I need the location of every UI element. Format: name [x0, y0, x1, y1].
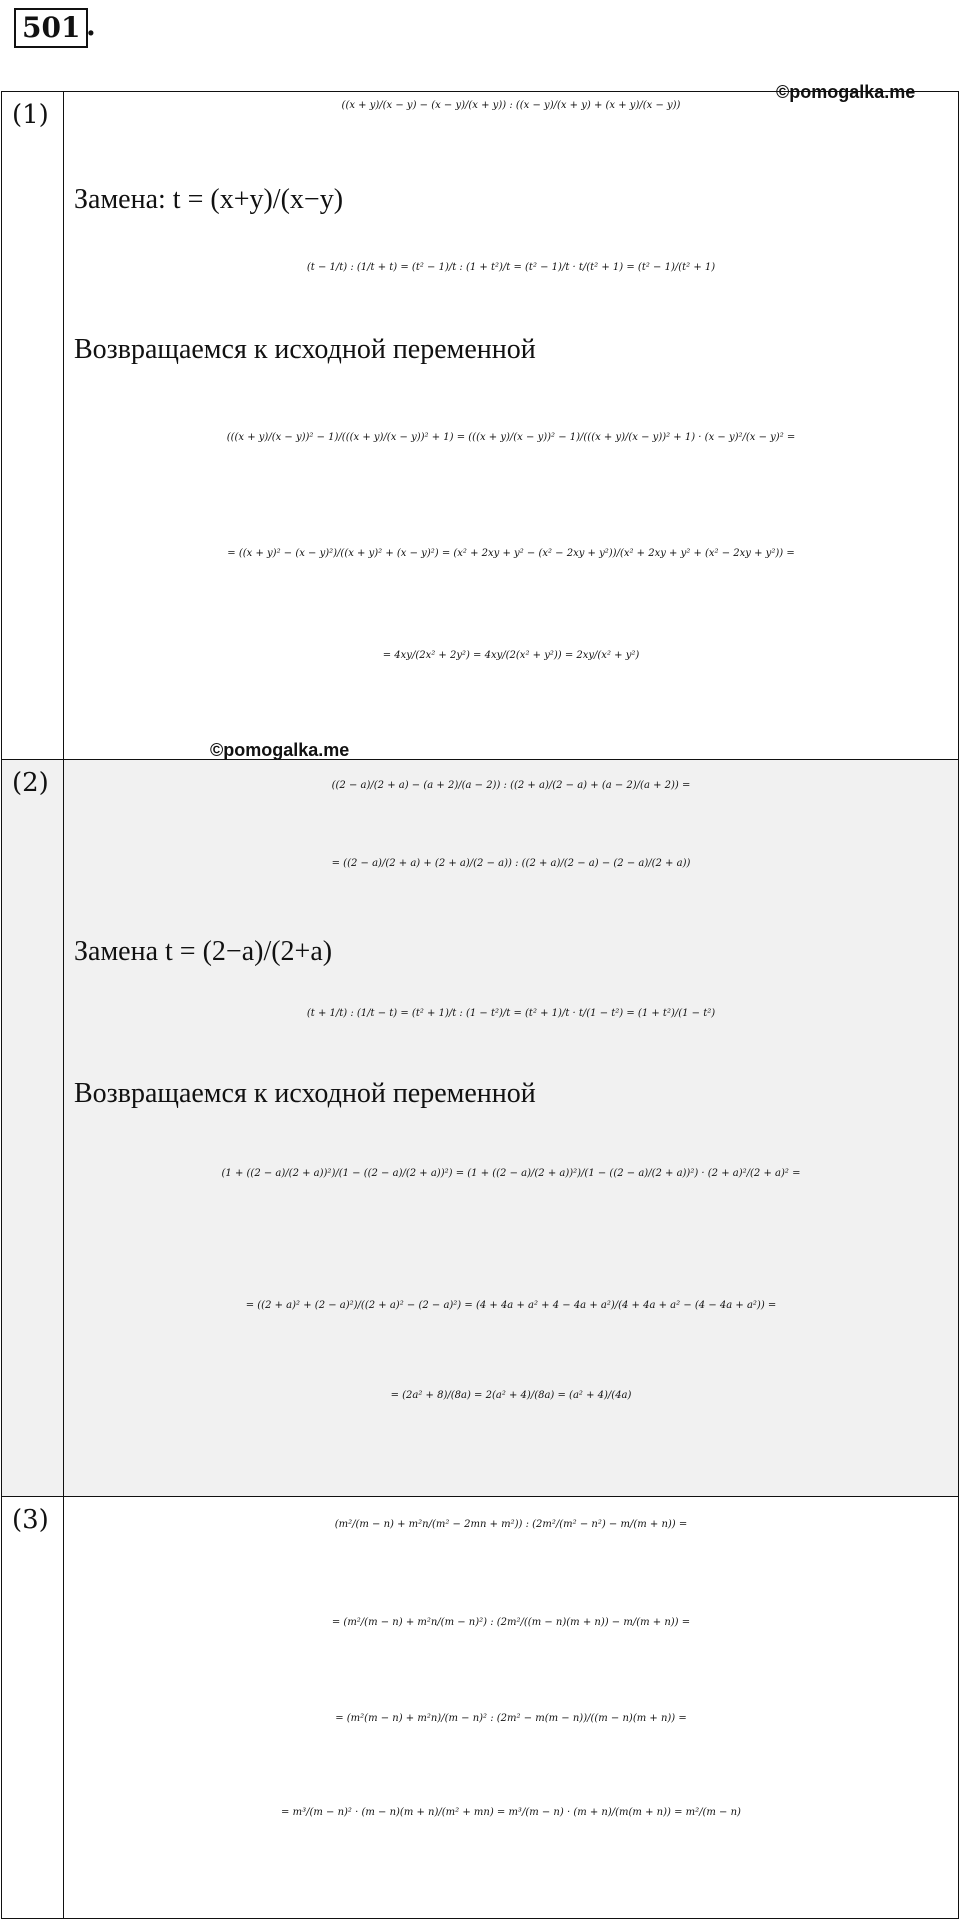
- text-line: Возвращаемся к исходной переменной: [74, 334, 536, 365]
- part-body: [64, 1497, 959, 1919]
- math-line: ((x + y)/(x − y) − (x − y)/(x + y)) : ((x − y)/(x + y) + (x + y)/(x − y)): [341, 100, 681, 111]
- math-line: = 4xy/(2x² + 2y²) = 4xy/(2(x² + y²)) = 2xy/(x² + y²): [382, 650, 640, 661]
- watermark: ©pomogalka.me: [210, 740, 350, 760]
- part-row: [2, 1497, 959, 1919]
- math-line: (t − 1/t) : (1/t + t) = (t² − 1)/t : (1 + t²)/t = (t² − 1)/t · t/(t² + 1) = (t² − 1)/(t² + 1): [306, 262, 716, 273]
- part-label: (2): [2, 760, 64, 1497]
- math-line: (((x + y)/(x − y))² − 1)/(((x + y)/(x − y))² + 1) = (((x + y)/(x − y))² − 1)/(((x + y)/(x − y))² + 1) · (x − y)²/(x − y)² =: [226, 432, 796, 443]
- part-label: (1): [2, 92, 64, 760]
- part-row: [2, 92, 959, 760]
- math-line: = ((2 + a)² + (2 − a)²)/((2 + a)² − (2 − a)²) = (4 + 4a + a² + 4 − 4a + a²)/(4 + 4a + a² − (4 − 4a + a²)) =: [245, 1300, 777, 1311]
- math-line: = ((2 − a)/(2 + a) + (2 + a)/(2 − a)) : ((2 + a)/(2 − a) − (2 − a)/(2 + a)): [331, 858, 691, 869]
- problem-number-dot: .: [86, 9, 96, 42]
- math-line: = ((x + y)² − (x − y)²)/((x + y)² + (x − y)²) = (x² + 2xy + y² − (x² − 2xy + y²))/(x² + 2xy + y² + (x² − 2xy + y²)) =: [227, 548, 795, 559]
- math-line: = (2a² + 8)/(8a) = 2(a² + 4)/(8a) = (a² + 4)/(4a): [390, 1390, 632, 1401]
- problem-number: 501: [14, 8, 88, 48]
- math-line: = (m²/(m − n) + m²n/(m − n)²) : (2m²/((m − n)(m + n)) − m/(m + n)) =: [331, 1617, 691, 1628]
- math-line: = m³/(m − n)² · (m − n)(m + n)/(m² + mn) = m³/(m − n) · (m + n)/(m(m + n)) = m²/(m − n): [281, 1807, 741, 1818]
- text-line: Замена t = (2−a)/(2+a): [74, 936, 333, 967]
- math-line: (m²/(m − n) + m²n/(m² − 2mn + m²)) : (2m²/(m² − n²) − m/(m + n)) =: [334, 1519, 688, 1530]
- part-body: [64, 760, 959, 1497]
- part-label: (3): [2, 1497, 64, 1919]
- solution-table: [1, 91, 959, 1919]
- math-line: = (m²(m − n) + m²n)/(m − n)² : (2m² − m(m − n))/((m − n)(m + n)) =: [335, 1713, 687, 1724]
- math-line: (t + 1/t) : (1/t − t) = (t² + 1)/t : (1 − t²)/t = (t² + 1)/t · t/(1 − t²) = (1 + t²)/(1 − t²): [306, 1008, 716, 1019]
- watermark: ©pomogalka.me: [776, 82, 916, 102]
- math-line: ((2 − a)/(2 + a) − (a + 2)/(a − 2)) : ((2 + a)/(2 − a) + (a − 2)/(a + 2)) =: [331, 780, 691, 791]
- part-body: [64, 92, 959, 760]
- math-line: (1 + ((2 − a)/(2 + a))²)/(1 − ((2 − a)/(2 + a))²) = (1 + ((2 − a)/(2 + a))²)/(1 − ((2 − a)/(2 + a))²) · (2 + a)²/(2 + a)² =: [221, 1168, 801, 1179]
- text-line: Возвращаемся к исходной переменной: [74, 1078, 536, 1109]
- text-line: Замена: t = (x+y)/(x−y): [74, 184, 344, 215]
- part-row: [2, 760, 959, 1497]
